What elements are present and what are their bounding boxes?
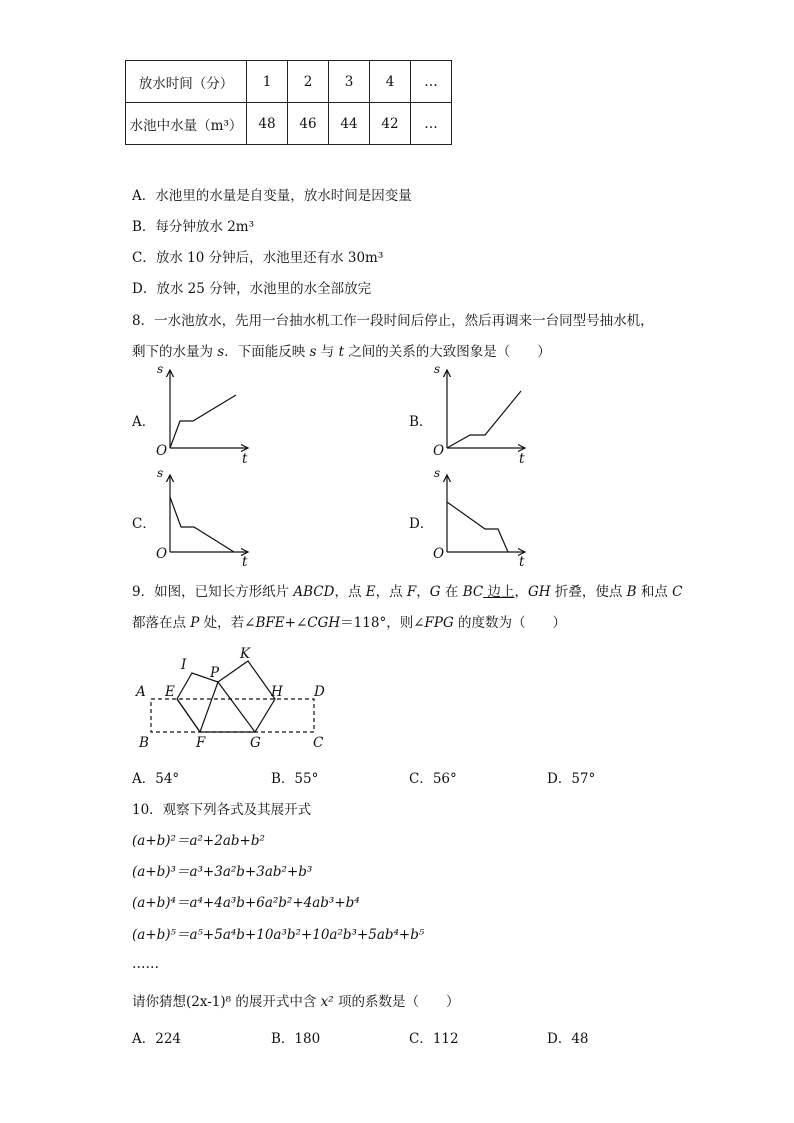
q9-var: GH bbox=[528, 584, 551, 600]
folded-flap-left bbox=[177, 673, 218, 732]
q9-option-c: C．56° bbox=[409, 771, 457, 787]
q9-text: ， bbox=[514, 584, 528, 600]
q9-text: 9．如图，已知长方形纸片 bbox=[132, 584, 294, 600]
q8-text: 剩下的水量为 bbox=[132, 344, 218, 360]
graph-c-origin-label: O bbox=[156, 546, 168, 562]
table-cell: 48 bbox=[247, 103, 288, 145]
q9-text: ＝118°，则∠ bbox=[340, 615, 425, 631]
q8-text: 与 bbox=[316, 344, 339, 360]
q10-ellipsis: …… bbox=[132, 956, 159, 972]
q9-var: FPG bbox=[424, 615, 454, 631]
q10-text: 项的系数是（ ） bbox=[333, 994, 460, 1010]
graph-d-s-label: s bbox=[434, 466, 441, 480]
q8-var-s: s bbox=[217, 344, 225, 360]
graph-a-s-label: s bbox=[157, 362, 164, 376]
graph-b-s-label: s bbox=[434, 362, 441, 376]
q10-var: x² bbox=[320, 994, 334, 1010]
q9-text: 折叠，使点 bbox=[550, 584, 627, 600]
q10-eq4 bbox=[132, 891, 360, 911]
q9-text: +∠ bbox=[284, 615, 308, 631]
equation-rhs: ＝a²+2ab+b² bbox=[175, 833, 265, 849]
q10-option-a: A．224 bbox=[132, 1031, 182, 1047]
q9-text: 在 bbox=[440, 584, 463, 600]
q9-label-g: G bbox=[250, 735, 261, 751]
q10-question bbox=[132, 990, 459, 1010]
table-header-cell: 放水时间（分） bbox=[126, 61, 247, 103]
q9-label-h: H bbox=[271, 684, 283, 700]
equation-lhs: (a+b)² bbox=[132, 833, 176, 849]
graph-d-label: D． bbox=[409, 516, 434, 532]
q7-option-b: B．每分钟放水 2m³ bbox=[132, 219, 255, 235]
equation-rhs: ＝a³+3a²b+3ab²+b³ bbox=[175, 864, 313, 880]
equation-lhs: (a+b)³ bbox=[132, 864, 176, 880]
q9-var: CGH bbox=[307, 615, 341, 631]
q9-label-b: B bbox=[139, 735, 149, 751]
equation-lhs: (a+b)⁴ bbox=[132, 895, 176, 911]
q9-label-p: P bbox=[210, 665, 220, 681]
q9-text: 都落在点 bbox=[132, 615, 191, 631]
q10-eq5 bbox=[132, 923, 424, 943]
graph-b-label: B． bbox=[409, 414, 433, 430]
table-header-cell: 水池中水量（m³） bbox=[126, 103, 247, 145]
q7-option-a: A．水池里的水量是自变量，放水时间是因变量 bbox=[132, 188, 412, 204]
q9-var: G bbox=[429, 584, 441, 600]
table-cell: 44 bbox=[329, 103, 370, 145]
q9-label-c: C bbox=[313, 735, 324, 751]
q9-var: BFE bbox=[255, 615, 285, 631]
q10-eq2 bbox=[132, 829, 265, 849]
q9-var: ABCD bbox=[293, 584, 335, 600]
q8-var-s: s bbox=[309, 344, 317, 360]
rectangle-abcd bbox=[151, 699, 314, 732]
q9-text: ， bbox=[416, 584, 430, 600]
q7-option-c: C．放水 10 分钟后，水池里还有水 30m³ bbox=[132, 250, 384, 266]
q10-title: 10．观察下列各式及其展开式 bbox=[132, 802, 312, 818]
q9-text: ，点 bbox=[375, 584, 407, 600]
q9-var: BC bbox=[462, 584, 484, 600]
q9-label-k: K bbox=[240, 646, 251, 662]
q8-text: 之间的关系的大致图象是（ ） bbox=[344, 344, 551, 360]
q10-option-c: C．112 bbox=[409, 1031, 459, 1047]
q8-var-t: t bbox=[338, 344, 344, 360]
table-cell: … bbox=[411, 61, 452, 103]
table-cell: 1 bbox=[247, 61, 288, 103]
q9-option-a: A．54° bbox=[132, 771, 180, 787]
equation-rhs: ＝a⁴+4a³b+6a²b²+4ab³+b⁴ bbox=[175, 895, 360, 911]
q9-label-a: A bbox=[136, 684, 146, 700]
q10-eq3 bbox=[132, 860, 312, 880]
q9-var: C bbox=[672, 584, 683, 600]
table-cell: … bbox=[411, 103, 452, 145]
graph-d-origin-label: O bbox=[433, 546, 445, 562]
q9-option-d: D．57° bbox=[547, 771, 596, 787]
q9-label-f: F bbox=[196, 735, 206, 751]
q9-label-i: I bbox=[181, 657, 187, 673]
graph-a-label: A． bbox=[132, 414, 156, 430]
q9-label-d: D bbox=[314, 684, 325, 700]
q9-text-underlined: 边上 bbox=[483, 584, 515, 600]
q9-text: ，点 bbox=[334, 584, 366, 600]
q9-text: 和点 bbox=[636, 584, 673, 600]
q9-var: P bbox=[190, 615, 200, 631]
q9-var: E bbox=[365, 584, 376, 600]
q10-text: 请你猜想(2x-1)⁸ 的展开式中含 bbox=[132, 994, 321, 1010]
table-cell: 3 bbox=[329, 61, 370, 103]
graph-b-origin-label: O bbox=[433, 443, 445, 459]
q9-label-e: E bbox=[165, 684, 175, 700]
graph-c-t-label: t bbox=[242, 554, 248, 570]
table-cell: 42 bbox=[370, 103, 411, 145]
q9-var: F bbox=[406, 584, 417, 600]
folded-flap-right bbox=[218, 661, 275, 732]
q9-option-b: B．55° bbox=[271, 771, 319, 787]
q10-option-d: D．48 bbox=[547, 1031, 589, 1047]
table-cell: 46 bbox=[288, 103, 329, 145]
q8-text: ．下面能反映 bbox=[224, 344, 310, 360]
q9-text: 处，若∠ bbox=[199, 615, 256, 631]
q9-text: 的度数为（ ） bbox=[453, 615, 567, 631]
q8-line1: 8．一水池放水，先用一台抽水机工作一段时间后停止，然后再调来一台同型号抽水机， bbox=[132, 313, 654, 329]
q7-option-d: D．放水 25 分钟，水池里的水全部放完 bbox=[132, 281, 372, 297]
graph-c-s-label: s bbox=[157, 466, 164, 480]
graph-b-t-label: t bbox=[519, 451, 525, 467]
q9-var: B bbox=[626, 584, 637, 600]
equation-lhs: (a+b)⁵ bbox=[132, 927, 176, 943]
table-cell: 2 bbox=[288, 61, 329, 103]
table-cell: 4 bbox=[370, 61, 411, 103]
graph-a-t-label: t bbox=[242, 451, 248, 467]
graph-c-label: C． bbox=[132, 516, 156, 532]
equation-rhs: ＝a⁵+5a⁴b+10a³b²+10a²b³+5ab⁴+b⁵ bbox=[175, 927, 425, 943]
graph-a-origin-label: O bbox=[156, 443, 168, 459]
graph-d-t-label: t bbox=[519, 554, 525, 570]
q10-option-b: B．180 bbox=[271, 1031, 321, 1047]
